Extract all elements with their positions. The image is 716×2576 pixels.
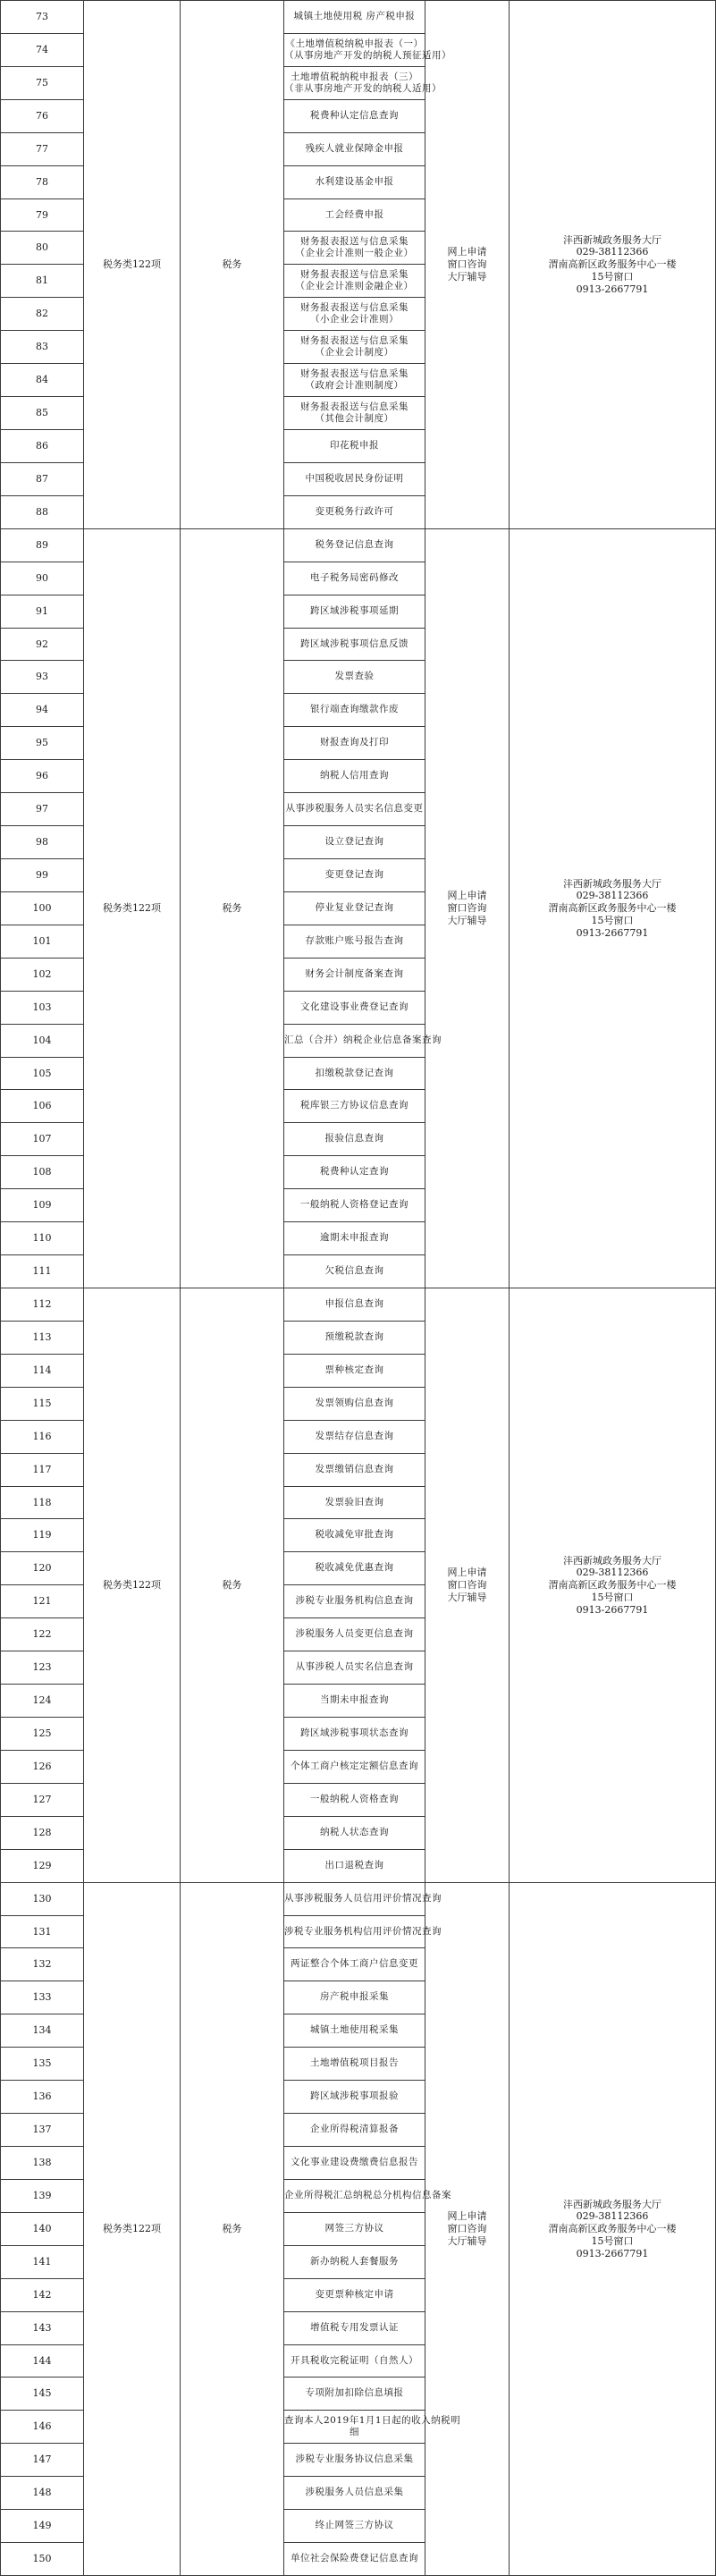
service-location-line: 0913-2667791 bbox=[576, 926, 649, 939]
handling-method-cell bbox=[425, 1288, 510, 1883]
row-number: 112 bbox=[1, 1288, 84, 1322]
service-item-name bbox=[284, 1751, 425, 1784]
service-item-name bbox=[284, 694, 425, 727]
service-item-name bbox=[284, 562, 425, 595]
row-number: 102 bbox=[1, 959, 84, 992]
service-item-name bbox=[284, 595, 425, 629]
row-number: 110 bbox=[1, 1222, 84, 1255]
service-item-line: 发票领购信息查询 bbox=[315, 1398, 394, 1409]
service-item-name bbox=[284, 1, 425, 34]
service-item-name bbox=[284, 793, 425, 826]
service-item-line: 报验信息查询 bbox=[324, 1133, 384, 1144]
service-location-cell bbox=[510, 529, 716, 1288]
service-location-line: 沣西新城政务服务大厅 bbox=[563, 2198, 661, 2210]
service-item-name bbox=[284, 397, 425, 430]
service-item-name bbox=[284, 199, 425, 232]
row-number: 142 bbox=[1, 2279, 84, 2312]
row-number: 113 bbox=[1, 1322, 84, 1355]
service-item-name bbox=[284, 661, 425, 694]
service-item-line: 扣缴税款登记查询 bbox=[315, 1067, 394, 1078]
service-item-name bbox=[284, 1388, 425, 1421]
service-item-line: 一般纳税人资格登记查询 bbox=[300, 1199, 409, 1211]
row-number: 137 bbox=[1, 2114, 84, 2147]
service-item-line: 涉税专业服务机构信用评价情况查询 bbox=[284, 1925, 442, 1937]
row-number: 84 bbox=[1, 364, 84, 397]
row-number: 118 bbox=[1, 1487, 84, 1519]
service-item-name bbox=[284, 133, 425, 166]
service-item-name bbox=[284, 2048, 425, 2081]
handling-method-line: 窗口咨询 bbox=[447, 1579, 487, 1592]
row-number: 80 bbox=[1, 232, 84, 265]
service-item-name bbox=[284, 1850, 425, 1883]
service-location-line: 029-38112366 bbox=[576, 1567, 649, 1579]
service-location-line: 029-38112366 bbox=[576, 246, 649, 258]
service-item-name bbox=[284, 100, 425, 133]
category-cell: 税务类122项 bbox=[84, 1, 181, 529]
service-item-name bbox=[284, 1058, 425, 1090]
service-item-line: 从事涉税人员实名信息查询 bbox=[295, 1661, 414, 1673]
row-number: 89 bbox=[1, 529, 84, 562]
row-number: 117 bbox=[1, 1454, 84, 1487]
service-item-name bbox=[284, 1322, 425, 1355]
service-item-line: 土地增值税项目报告 bbox=[310, 2057, 399, 2069]
handling-method-line: 大厅辅导 bbox=[447, 1591, 487, 1603]
service-location-cell bbox=[510, 1288, 716, 1883]
row-number: 92 bbox=[1, 629, 84, 661]
service-item-line: 逾期未申报查询 bbox=[320, 1232, 389, 1244]
table-row bbox=[1, 1883, 716, 1916]
service-item-name bbox=[284, 1288, 425, 1322]
table-row bbox=[1, 529, 716, 562]
table-row bbox=[1, 1, 716, 34]
row-number: 106 bbox=[1, 1090, 84, 1123]
service-item-line: 涉税服务人员信息采集 bbox=[305, 2487, 404, 2498]
service-item-name bbox=[284, 1981, 425, 2014]
row-number: 123 bbox=[1, 1651, 84, 1685]
service-item-name bbox=[284, 826, 425, 859]
handling-method-line: 窗口咨询 bbox=[447, 902, 487, 915]
service-item-name bbox=[284, 2543, 425, 2576]
row-number: 109 bbox=[1, 1189, 84, 1222]
service-item-name bbox=[284, 2477, 425, 2510]
service-item-line: 跨区域涉税事项状态查询 bbox=[300, 1727, 409, 1739]
row-number: 81 bbox=[1, 265, 84, 298]
service-item-name bbox=[284, 1421, 425, 1454]
service-location-line: 沣西新城政务服务大厅 bbox=[563, 233, 661, 246]
service-location-line: 15号窗口 bbox=[591, 914, 634, 926]
row-number: 100 bbox=[1, 892, 84, 925]
service-item-line: 跨区域涉税事项信息反馈 bbox=[300, 638, 409, 649]
row-number: 98 bbox=[1, 826, 84, 859]
row-number: 88 bbox=[1, 496, 84, 529]
row-number: 107 bbox=[1, 1123, 84, 1156]
handling-method-line: 大厅辅导 bbox=[447, 914, 487, 926]
service-item-name bbox=[284, 1685, 425, 1718]
service-item-line: （其他会计制度） bbox=[315, 413, 394, 424]
service-item-name bbox=[284, 2345, 425, 2378]
row-number: 149 bbox=[1, 2510, 84, 2543]
service-item-name bbox=[284, 2114, 425, 2147]
service-item-line: 票种核定查询 bbox=[324, 1364, 384, 1376]
service-item-line: 财务报表报送与信息采集 bbox=[300, 301, 409, 313]
row-number: 91 bbox=[1, 595, 84, 629]
category-cell: 税务类122项 bbox=[84, 1288, 181, 1883]
row-number: 104 bbox=[1, 1025, 84, 1058]
service-item-name bbox=[284, 859, 425, 892]
service-item-line: 设立登记查询 bbox=[324, 836, 384, 848]
service-location-line: 渭南高新区政务服务中心一楼 bbox=[548, 258, 677, 271]
service-item-name bbox=[284, 1123, 425, 1156]
handling-method-line: 大厅辅导 bbox=[447, 270, 487, 283]
service-item-line: 跨区域涉税事项报验 bbox=[310, 2090, 399, 2102]
handling-method-cell bbox=[425, 529, 510, 1288]
service-item-line: 水利建设基金申报 bbox=[315, 176, 394, 188]
service-location-line: 15号窗口 bbox=[591, 270, 634, 283]
service-item-line: 汇总（合并）纳税企业信息备案查询 bbox=[284, 1035, 442, 1046]
service-item-line: （小企业会计准则） bbox=[310, 314, 399, 325]
service-item-line: 银行端查询缴款作废 bbox=[310, 704, 399, 715]
service-item-line: 涉税专业服务机构信息查询 bbox=[295, 1595, 414, 1607]
service-item-line: 财务报表报送与信息采集 bbox=[300, 235, 409, 247]
service-item-name bbox=[284, 727, 425, 760]
service-item-line: 两证整合个体工商户信息变更 bbox=[291, 1958, 418, 1970]
service-item-line: 申报信息查询 bbox=[324, 1298, 384, 1310]
service-item-line: 网签三方协议 bbox=[324, 2223, 384, 2234]
service-item-name bbox=[284, 1651, 425, 1685]
service-item-line: 税收减免优惠查询 bbox=[315, 1562, 394, 1574]
row-number: 116 bbox=[1, 1421, 84, 1454]
row-number: 128 bbox=[1, 1817, 84, 1850]
service-item-line: 变更票种核定申请 bbox=[315, 2289, 394, 2301]
service-item-name bbox=[284, 2378, 425, 2411]
row-number: 133 bbox=[1, 1981, 84, 2014]
row-number: 94 bbox=[1, 694, 84, 727]
service-item-name bbox=[284, 2014, 425, 2048]
service-item-name bbox=[284, 2180, 451, 2213]
service-item-line: 土地增值税纳税申报表（三） bbox=[291, 71, 418, 82]
service-item-name bbox=[284, 1025, 442, 1058]
row-number: 127 bbox=[1, 1784, 84, 1817]
service-item-line: 税费种认定查询 bbox=[320, 1166, 389, 1178]
service-item-line: 一般纳税人资格查询 bbox=[310, 1794, 399, 1805]
row-number: 130 bbox=[1, 1883, 84, 1916]
department-cell: 税务 bbox=[181, 1, 284, 529]
handling-method-line: 网上申请 bbox=[447, 2210, 487, 2223]
service-item-name bbox=[284, 1883, 442, 1916]
service-item-line: （企业会计制度） bbox=[315, 347, 394, 358]
service-location-line: 0913-2667791 bbox=[576, 2247, 649, 2259]
row-number: 145 bbox=[1, 2378, 84, 2411]
service-location-line: 沣西新城政务服务大厅 bbox=[563, 877, 661, 890]
service-item-name bbox=[284, 331, 425, 364]
service-item-line: 城镇土地使用税采集 bbox=[310, 2024, 399, 2036]
service-item-name bbox=[284, 1255, 425, 1288]
service-item-line: 《土地增值税纳税申报表（一） bbox=[285, 38, 424, 49]
service-item-line: 涉税服务人员变更信息查询 bbox=[295, 1628, 414, 1640]
service-item-line: 涉税专业服务协议信息采集 bbox=[295, 2454, 414, 2465]
table-body bbox=[1, 1, 716, 2576]
row-number: 126 bbox=[1, 1751, 84, 1784]
service-item-name bbox=[284, 265, 425, 298]
service-location-line: 15号窗口 bbox=[591, 1591, 634, 1603]
service-item-name bbox=[284, 2279, 425, 2312]
row-number: 83 bbox=[1, 331, 84, 364]
service-item-line: 财务报表报送与信息采集 bbox=[300, 268, 409, 280]
service-item-name bbox=[284, 67, 442, 100]
row-number: 141 bbox=[1, 2246, 84, 2279]
service-item-name bbox=[284, 298, 425, 331]
service-item-line: （从事房地产开发的纳税人预征适用） bbox=[284, 50, 451, 61]
service-item-line: 变更税务行政许可 bbox=[315, 506, 394, 518]
row-number: 90 bbox=[1, 562, 84, 595]
service-item-name bbox=[284, 1784, 425, 1817]
service-item-name bbox=[284, 1552, 425, 1585]
service-item-line: 企业所得税清算报备 bbox=[310, 2124, 399, 2135]
row-number: 139 bbox=[1, 2180, 84, 2213]
row-number: 121 bbox=[1, 1585, 84, 1618]
service-item-name bbox=[284, 1948, 425, 1981]
row-number: 134 bbox=[1, 2014, 84, 2048]
service-item-line: 开具税收完税证明（自然人） bbox=[291, 2354, 418, 2366]
service-item-name bbox=[284, 2312, 425, 2345]
service-location-line: 沣西新城政务服务大厅 bbox=[563, 1554, 661, 1567]
row-number: 111 bbox=[1, 1255, 84, 1288]
service-item-line: 跨区域涉税事项延期 bbox=[310, 605, 399, 617]
service-item-line: 从事涉税服务人员实名信息变更 bbox=[285, 803, 424, 815]
service-item-name bbox=[284, 2444, 425, 2477]
row-number: 146 bbox=[1, 2411, 84, 2444]
service-item-name bbox=[284, 2510, 425, 2543]
row-number: 148 bbox=[1, 2477, 84, 2510]
service-item-line: 印花税申报 bbox=[330, 440, 379, 452]
handling-method-line: 窗口咨询 bbox=[447, 2223, 487, 2235]
service-item-name bbox=[284, 1189, 425, 1222]
service-item-line: 发票结存信息查询 bbox=[315, 1431, 394, 1442]
row-number: 125 bbox=[1, 1718, 84, 1751]
service-item-name bbox=[284, 1355, 425, 1388]
row-number: 108 bbox=[1, 1156, 84, 1189]
row-number: 144 bbox=[1, 2345, 84, 2378]
department-cell: 税务 bbox=[181, 1288, 284, 1883]
service-item-name bbox=[284, 892, 425, 925]
service-item-name bbox=[284, 1090, 425, 1123]
service-item-line: 财务报表报送与信息采集 bbox=[300, 401, 409, 412]
row-number: 79 bbox=[1, 199, 84, 232]
service-item-line: 从事涉税服务人员信用评价情况查询 bbox=[284, 1893, 442, 1905]
handling-method-line: 网上申请 bbox=[447, 890, 487, 902]
service-item-name bbox=[284, 2147, 425, 2180]
service-item-name bbox=[284, 760, 425, 793]
row-number: 85 bbox=[1, 397, 84, 430]
handling-method-line: 网上申请 bbox=[447, 246, 487, 258]
service-item-name bbox=[284, 2213, 425, 2246]
service-location-line: 0913-2667791 bbox=[576, 1603, 649, 1616]
service-item-line: 变更登记查询 bbox=[324, 869, 384, 881]
service-item-line: 财务会计制度备案查询 bbox=[305, 968, 404, 980]
handling-method-cell bbox=[425, 1, 510, 529]
service-item-name bbox=[284, 629, 425, 661]
row-number: 140 bbox=[1, 2213, 84, 2246]
service-item-name bbox=[284, 1916, 442, 1948]
service-item-line: （企业会计准则一般企业） bbox=[295, 248, 414, 258]
service-item-name bbox=[284, 1817, 425, 1850]
service-item-name bbox=[284, 430, 425, 463]
row-number: 132 bbox=[1, 1948, 84, 1981]
row-number: 101 bbox=[1, 925, 84, 959]
service-item-line: 工会经费申报 bbox=[324, 208, 384, 220]
row-number: 87 bbox=[1, 463, 84, 496]
service-item-line: （非从事房地产开发的纳税人适用） bbox=[284, 83, 442, 94]
service-item-line: 电子税务局密码修改 bbox=[310, 572, 399, 584]
service-item-name bbox=[284, 463, 425, 496]
service-item-line: 个体工商户核定定额信息查询 bbox=[291, 1761, 418, 1772]
service-item-line: 当期未申报查询 bbox=[320, 1694, 389, 1706]
service-item-name bbox=[284, 1222, 425, 1255]
service-location-cell bbox=[510, 1883, 716, 2576]
service-item-line: 终止网签三方协议 bbox=[315, 2520, 394, 2531]
service-item-line: 单位社会保险费登记信息查询 bbox=[291, 2553, 418, 2564]
row-number: 119 bbox=[1, 1519, 84, 1552]
service-item-line: 文化建设事业费登记查询 bbox=[300, 1001, 409, 1013]
department-cell: 税务 bbox=[181, 1883, 284, 2576]
handling-method-cell bbox=[425, 1883, 510, 2576]
service-item-line: 财务报表报送与信息采集 bbox=[300, 367, 409, 379]
service-item-line: 财报查询及打印 bbox=[320, 737, 389, 748]
service-location-line: 15号窗口 bbox=[591, 2234, 634, 2247]
row-number: 124 bbox=[1, 1685, 84, 1718]
row-number: 99 bbox=[1, 859, 84, 892]
row-number: 76 bbox=[1, 100, 84, 133]
service-item-line: 专项附加扣除信息填报 bbox=[305, 2387, 404, 2399]
service-item-name bbox=[284, 1454, 425, 1487]
handling-method-line: 窗口咨询 bbox=[447, 258, 487, 271]
department-cell: 税务 bbox=[181, 529, 284, 1288]
service-item-name bbox=[284, 1585, 425, 1618]
row-number: 103 bbox=[1, 992, 84, 1025]
service-item-line: 发票查验 bbox=[334, 671, 375, 682]
row-number: 120 bbox=[1, 1552, 84, 1585]
service-item-line: 增值税专用发票认证 bbox=[310, 2322, 399, 2334]
row-number: 131 bbox=[1, 1916, 84, 1948]
row-number: 86 bbox=[1, 430, 84, 463]
service-item-line: 查询本人2019年1月1日起的收入纳税明 bbox=[284, 2414, 461, 2426]
service-item-line: 税费种认定信息查询 bbox=[310, 110, 399, 122]
row-number: 122 bbox=[1, 1618, 84, 1651]
row-number: 136 bbox=[1, 2081, 84, 2114]
service-item-line: 新办纳税人套餐服务 bbox=[310, 2256, 399, 2268]
service-item-name bbox=[284, 1618, 425, 1651]
service-item-line: 细 bbox=[350, 2427, 359, 2437]
service-item-line: 城镇土地使用税 房产税申报 bbox=[293, 11, 416, 22]
row-number: 73 bbox=[1, 1, 84, 34]
service-location-line: 029-38112366 bbox=[576, 890, 649, 902]
category-cell: 税务类122项 bbox=[84, 529, 181, 1288]
handling-method-line: 网上申请 bbox=[447, 1567, 487, 1579]
service-item-name bbox=[284, 364, 425, 397]
service-item-line: 税务登记信息查询 bbox=[315, 539, 394, 551]
service-item-line: 中国税收居民身份证明 bbox=[305, 473, 404, 485]
service-item-name bbox=[284, 232, 425, 265]
service-item-line: 存款账户账号报告查询 bbox=[305, 935, 404, 947]
service-item-line: 纳税人状态查询 bbox=[320, 1827, 389, 1838]
row-number: 114 bbox=[1, 1355, 84, 1388]
service-item-name bbox=[284, 166, 425, 199]
service-item-line: 预缴税款查询 bbox=[324, 1331, 384, 1343]
service-location-line: 渭南高新区政务服务中心一楼 bbox=[548, 902, 677, 915]
row-number: 96 bbox=[1, 760, 84, 793]
service-item-name bbox=[284, 992, 425, 1025]
service-item-line: 文化事业建设费缴费信息报告 bbox=[291, 2157, 418, 2168]
service-item-name bbox=[284, 1519, 425, 1552]
service-item-line: 企业所得税汇总纳税总分机构信息备案 bbox=[284, 2190, 451, 2201]
service-item-line: 残疾人就业保障金申报 bbox=[305, 143, 404, 155]
service-location-line: 029-38112366 bbox=[576, 2210, 649, 2223]
row-number: 78 bbox=[1, 166, 84, 199]
service-item-name bbox=[284, 1718, 425, 1751]
service-item-name bbox=[284, 959, 425, 992]
service-item-name bbox=[284, 1156, 425, 1189]
service-item-name bbox=[284, 2246, 425, 2279]
row-number: 95 bbox=[1, 727, 84, 760]
row-number: 138 bbox=[1, 2147, 84, 2180]
service-location-cell bbox=[510, 1, 716, 529]
handling-method-line: 大厅辅导 bbox=[447, 2234, 487, 2247]
service-item-name bbox=[284, 529, 425, 562]
service-item-name bbox=[284, 925, 425, 959]
service-item-name bbox=[284, 2411, 461, 2444]
row-number: 147 bbox=[1, 2444, 84, 2477]
service-item-line: 房产税申报采集 bbox=[320, 1991, 389, 2003]
service-item-line: 发票缴销信息查询 bbox=[315, 1464, 394, 1475]
row-number: 115 bbox=[1, 1388, 84, 1421]
table-row bbox=[1, 1288, 716, 1322]
row-number: 97 bbox=[1, 793, 84, 826]
category-cell: 税务类122项 bbox=[84, 1883, 181, 2576]
row-number: 75 bbox=[1, 67, 84, 100]
row-number: 129 bbox=[1, 1850, 84, 1883]
row-number: 105 bbox=[1, 1058, 84, 1090]
service-item-name bbox=[284, 1487, 425, 1519]
service-item-name bbox=[284, 2081, 425, 2114]
service-location-line: 渭南高新区政务服务中心一楼 bbox=[548, 2223, 677, 2235]
service-item-name bbox=[284, 34, 451, 67]
row-number: 82 bbox=[1, 298, 84, 331]
service-location-line: 0913-2667791 bbox=[576, 283, 649, 295]
service-item-line: 税收减免审批查询 bbox=[315, 1529, 394, 1541]
service-item-line: （企业会计准则金融企业） bbox=[295, 281, 414, 291]
service-item-line: 出口退税查询 bbox=[324, 1860, 384, 1871]
service-location-line: 渭南高新区政务服务中心一楼 bbox=[548, 1579, 677, 1592]
row-number: 77 bbox=[1, 133, 84, 166]
service-item-line: 财务报表报送与信息采集 bbox=[300, 334, 409, 346]
service-item-line: 欠税信息查询 bbox=[324, 1265, 384, 1277]
row-number: 135 bbox=[1, 2048, 84, 2081]
service-item-line: 停业复业登记查询 bbox=[315, 902, 394, 914]
row-number: 93 bbox=[1, 661, 84, 694]
service-item-line: （政府会计准则制度） bbox=[305, 380, 404, 391]
row-number: 150 bbox=[1, 2543, 84, 2576]
service-item-line: 税库银三方协议信息查询 bbox=[300, 1100, 409, 1111]
row-number: 143 bbox=[1, 2312, 84, 2345]
service-item-line: 纳税人信用查询 bbox=[320, 770, 389, 781]
service-item-line: 发票验旧查询 bbox=[324, 1496, 384, 1508]
row-number: 74 bbox=[1, 34, 84, 67]
service-item-name bbox=[284, 496, 425, 529]
